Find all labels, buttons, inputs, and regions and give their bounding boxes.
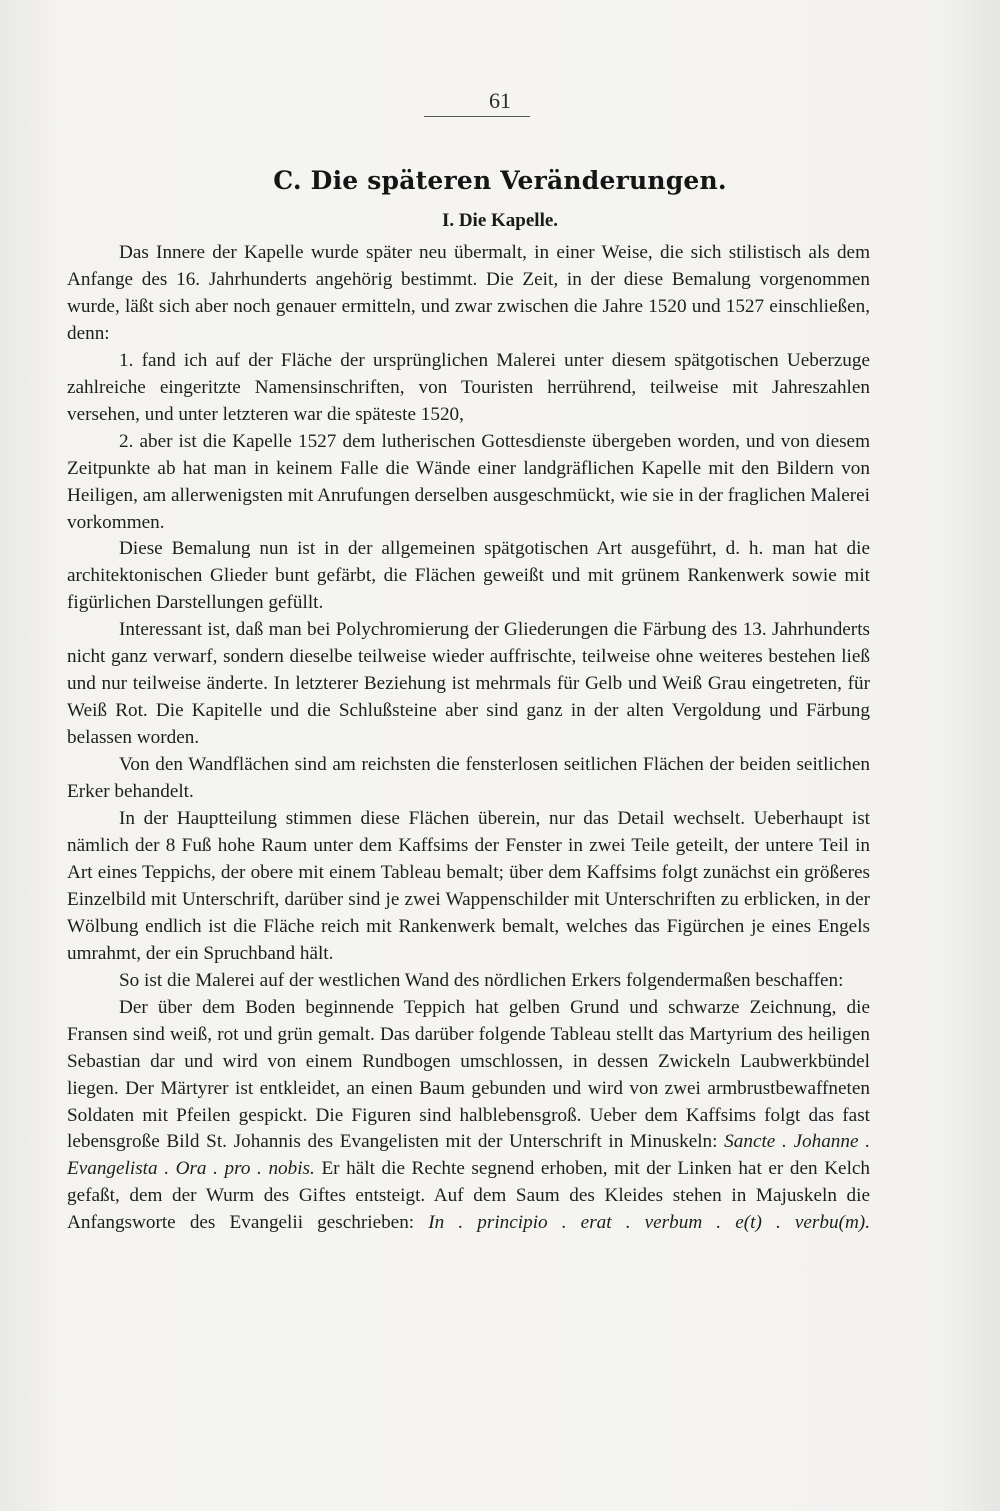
- paragraph: Interessant ist, daß man bei Polychromierung der Gliederungen die Färbung des 13. Jahrhunderts nicht ganz verwarf, sondern dieselbe teilweise wieder auffrischte, teilweise ohne weiteres bestehen ließ und nur teilweise änderte. In letzterer Beziehung ist mehrmals für Gelb und Weiß Grau eingetreten, für Weiß Rot. Die Kapitelle und die Schlußsteine aber sind ganz in der alten Vergoldung und Färbung belassen worden.: [67, 619, 870, 749]
- paragraph: So ist die Malerei auf der westlichen Wand des nördlichen Erkers folgendermaßen beschaffen:: [119, 969, 844, 991]
- body-text: [67, 240, 870, 1237]
- header-rule: [424, 116, 530, 117]
- section-title: I. Die Kapelle.: [441, 210, 559, 231]
- page-number: 61: [489, 88, 511, 113]
- paragraph: Diese Bemalung nun ist in der allgemeinen spätgotischen Art ausgeführt, d. h. man hat die architektonischen Glieder bunt gefärbt, die Flächen geweißt und mit grünem Rankenwerk sowie mit figürlichen Darstellungen gefüllt.: [67, 538, 870, 614]
- inscription-minuscule: Sancte . Johanne . Evangelista . Ora . pro . nobis.: [67, 1131, 870, 1180]
- paragraph: In der Hauptteilung stimmen diese Flächen überein, nur das Detail wechselt. Ueberhaupt ist nämlich der 8 Fuß hohe Raum unter dem Kaffsims der Fenster in zwei Teile geteilt, der untere Teil in Art eines Teppichs, der obere mit einem Tableau bemalt; über dem Kaffsims folgt zunächst ein größeres Einzelbild mit Unterschrift, darüber sind je zwei Wappenschilder mit Unterschriften zu erblicken, in der Wölbung endlich ist die Fläche reich mit Rankenwerk bemalt, welches das Figürchen je eines Engels umrahmt, der ein Spruchband hält.: [67, 808, 870, 964]
- paragraph-with-inscriptions: [67, 995, 870, 1238]
- paragraph-text: Der über dem Boden beginnende Teppich hat gelben Grund und schwarze Zeichnung, die Fransen sind weiß, rot und grün gemalt. Das darüber folgende Tableau stellt das Martyrium des heiligen Sebastian dar und wird von einem Rundbogen umschlossen, in dessen Zwickeln Laubwerkbündel liegen. Der Märtyrer ist entkleidet, an einen Baum gebunden und wird von zwei armbrustbewaffneten Soldaten mit Pfeilen gespickt. Die Figuren sind halblebensgroß. Ueber dem Kaffsims folgt das fast lebensgroße Bild St. Johannis des Evangelisten mit der Unterschrift in Minuskeln:: [67, 996, 870, 1153]
- paragraph: Von den Wandflächen sind am reichsten die fensterlosen seitlichen Flächen der beiden seitlichen Erker behandelt.: [67, 754, 870, 803]
- inscription-majuscule: In . principio . erat . verbum . e(t) . verbu(m).: [428, 1212, 870, 1234]
- list-item-1: 1. fand ich auf der Fläche der ursprünglichen Malerei unter diesem spätgotischen Ueberzuge zahlreiche eingeritzte Namensinschriften, von Touristen herrührend, teilweise mit Jahreszahlen versehen, und unter letzteren war die späteste 1520,: [67, 349, 870, 425]
- paragraph-text-continued: Er hält die Rechte segnend erhoben, mit der Linken hat er den Kelch gefaßt, dem der Wurm des Giftes entsteigt. Auf dem Saum des Kleides stehen in Majuskeln die Anfangsworte des Evangelii geschrieben:: [67, 1158, 871, 1234]
- paragraph: Das Innere der Kapelle wurde später neu übermalt, in einer Weise, die sich stilistisch als dem Anfange des 16. Jahrhunderts angehörig bestimmt. Die Zeit, in der diese Bemalung vorgenommen wurde, läßt sich aber noch genauer ermitteln, und zwar zwischen die Jahre 1520 und 1527 einschließen, denn:: [67, 242, 870, 344]
- chapter-title: C. Die späteren Veränderungen.: [273, 166, 727, 195]
- list-item-2: 2. aber ist die Kapelle 1527 dem lutherischen Gottesdienste übergeben worden, und von diesem Zeitpunkte ab hat man in keinem Falle die Wände einer landgräflichen Kapelle mit den Bildern von Heiligen, am allerwenigsten mit Anrufungen derselben ausgeschmückt, wie sie in der fraglichen Malerei vorkommen.: [67, 430, 870, 533]
